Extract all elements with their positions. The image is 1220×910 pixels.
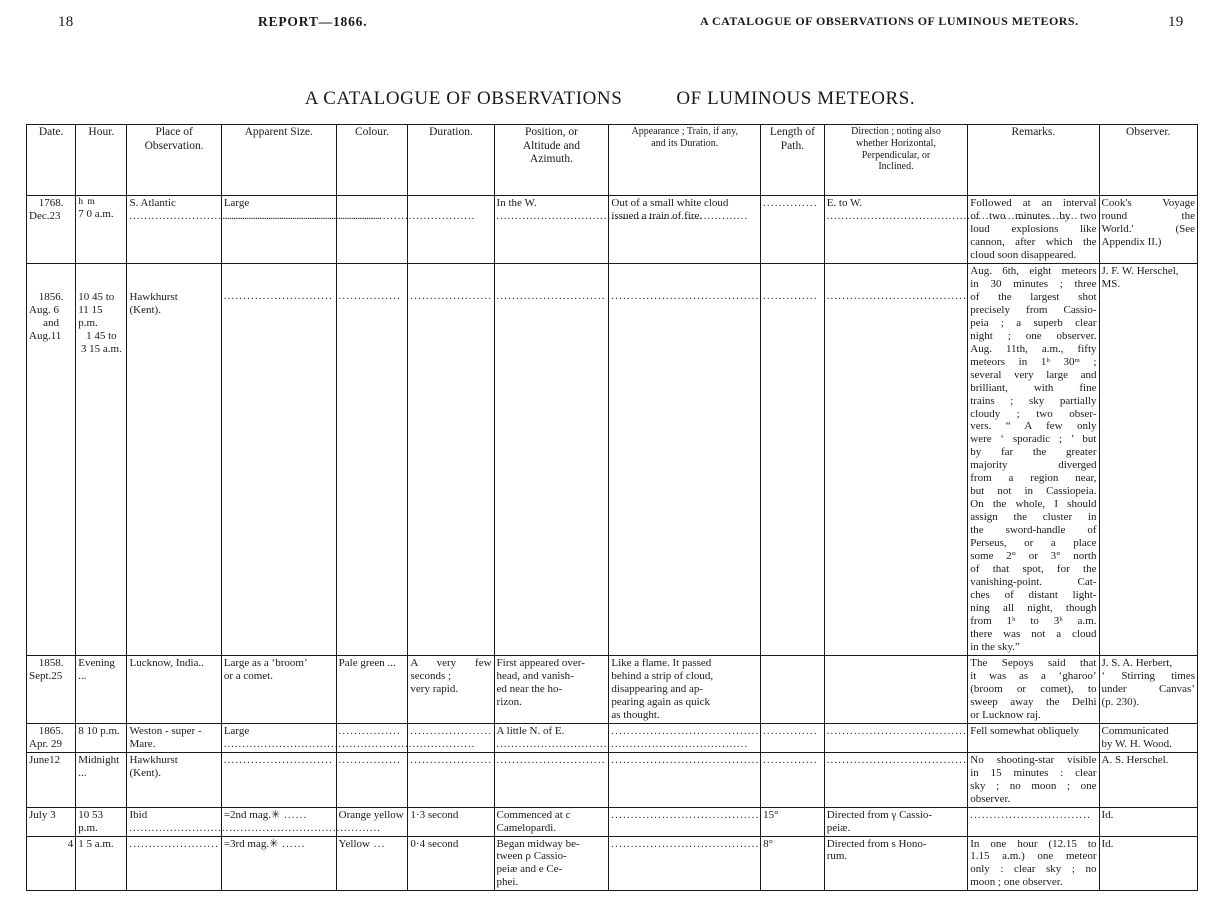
cell-remarks: Aug. 6th, eight meteors in 30 minutes ; three of the largest shot precisely from Cassio- peia ; a superb clear night ; one observer. Aug. 11th, a.m., fifty meteors in 1ʰ 30ᵐ ; several very large and brilliant, with fine trains ; sky partially cloudy ; two obser- vers. “ A few only were ‘ sporadic ; ’ but by far the greater majority diverged from a region near, but not in Cassiopeia. On the whole, I should assign the cluster in the sword-handle of Perseus, or a place some 2° or 3° north of that spot, for the vanishing-point. Cat- ches of distant light- ning all night, though from 1ʰ to 3ʰ a.m. there was not a cloud in the sky.” [968, 263, 1099, 655]
col-header-apparent-size: Apparent Size. [221, 125, 336, 196]
cell-apparent-size: Large ..... [221, 196, 336, 264]
table-header-row [27, 125, 1198, 196]
cell-place: Lucknow, India.. [127, 655, 221, 723]
cell-date: 1858. Sept.25 [27, 655, 76, 723]
cell-hour: 1 5 a.m. [76, 836, 127, 891]
cell-place: Hawkhurst (Kent). [127, 263, 221, 655]
col-header-direction: Direction ; noting also whether Horizontal, Perpendicular, or Inclined. [824, 125, 968, 196]
cell-direction: .................................... [824, 752, 968, 807]
cell-observer: J. F. W. Herschel, MS. [1099, 263, 1198, 655]
cell-position: A little N. of E. ..... [494, 723, 609, 752]
cell-position: ............................ [494, 263, 609, 655]
col-header-length-of-path: Length of Path. [761, 125, 825, 196]
col-header-place: Place of Observation. [127, 125, 221, 196]
cell-appearance: ...................................... [609, 807, 761, 836]
cell-apparent-size: Large ..... [221, 723, 336, 752]
cell-appearance: ...................................... [609, 723, 761, 752]
cell-position: First appeared over- head, and vanish- ed near the ho- rizon. [494, 655, 609, 723]
cell-observer: J. S. A. Herbert, ‘ Stirring times under Canvas’ (p. 230). [1099, 655, 1198, 723]
cell-colour: ................ [336, 263, 408, 655]
cell-position: Began midway be- tween ρ Cassio- peiæ and e Ce- phei. [494, 836, 609, 891]
cell-remarks: In one hour (12.15 to 1.15 a.m.) one meteor only : clear sky ; no moon ; one observer. [968, 836, 1099, 891]
cell-place: ....................... [127, 836, 221, 891]
cell-direction [824, 655, 968, 723]
cell-date: 1865. Apr. 29 [27, 723, 76, 752]
cell-colour: ................ [336, 723, 408, 752]
cell-date: 1856. Aug. 6 and Aug.11 [27, 263, 76, 655]
cell-observer: Id. [1099, 807, 1198, 836]
cell-position: Commenced at c Camelopardi. [494, 807, 609, 836]
cell-length: 15° [761, 807, 825, 836]
cell-date: July 3 [27, 807, 76, 836]
cell-duration: ..................... [408, 752, 494, 807]
cell-remarks: ............................... [968, 807, 1099, 836]
cell-apparent-size: ............................ [221, 263, 336, 655]
cell-appearance: ...................................... [609, 263, 761, 655]
col-header-colour: Colour. [336, 125, 408, 196]
table-row [27, 655, 1198, 723]
col-header-hour: Hour. [76, 125, 127, 196]
cell-remarks: No shooting-star visible in 15 minutes : clear sky ; no moon ; one observer. [968, 752, 1099, 807]
table-row [27, 263, 1198, 655]
cell-length: .............. [761, 196, 825, 264]
cell-position: ............................ [494, 752, 609, 807]
cell-direction: .................................... [824, 723, 968, 752]
cell-hour: h m 7 0 a.m. [76, 196, 127, 264]
cell-duration: 0·4 second [408, 836, 494, 891]
col-header-remarks: Remarks. [968, 125, 1099, 196]
table-row [27, 752, 1198, 807]
col-header-date: Date. [27, 125, 76, 196]
cell-length: .............. [761, 752, 825, 807]
running-head-left: REPORT—1866. [258, 14, 368, 29]
cell-length: 8° [761, 836, 825, 891]
cell-duration: ..................... [408, 723, 494, 752]
cell-length [761, 655, 825, 723]
cell-remarks: Fell somewhat obliquely [968, 723, 1099, 752]
cell-length: .............. [761, 723, 825, 752]
catalogue-table [26, 124, 1198, 891]
cell-place: Ibid ..... [127, 807, 221, 836]
cell-observer: Communicated by W. H. Wood. [1099, 723, 1198, 752]
cell-duration: A very few seconds ; very rapid. [408, 655, 494, 723]
cell-apparent-size: =3rd mag.✳ ...... [221, 836, 336, 891]
cell-place: Weston - super - Mare. [127, 723, 221, 752]
cell-duration [408, 196, 494, 264]
cell-hour: 10 53 p.m. [76, 807, 127, 836]
cell-appearance: ...................................... [609, 836, 761, 891]
cell-colour: Pale green ... [336, 655, 408, 723]
cell-length: .............. [761, 263, 825, 655]
cell-direction: Directed from γ Cassio- peiæ. [824, 807, 968, 836]
cell-colour: Yellow ... [336, 836, 408, 891]
cell-observer: Id. [1099, 836, 1198, 891]
page-title-left: A CATALOGUE OF OBSERVATIONS [304, 88, 623, 109]
cell-appearance: Out of a small white cloud issued a train of fire. [609, 196, 761, 264]
running-head-right: A CATALOGUE OF OBSERVATIONS OF LUMINOUS METEORS. [700, 14, 1079, 28]
cell-observer: A. S. Herschel. [1099, 752, 1198, 807]
cell-direction: Directed from s Hono- rum. [824, 836, 968, 891]
cell-remarks: The Sepoys said that it was as a ‘gharoo’ (broom or comet), to sweep away the Delhi or Lucknow raj. [968, 655, 1099, 723]
cell-hour: Midnight ... [76, 752, 127, 807]
table-row [27, 807, 1198, 836]
cell-hour: 8 10 p.m. [76, 723, 127, 752]
col-header-observer: Observer. [1099, 125, 1198, 196]
page-title-right: OF LUMINOUS METEORS. [676, 88, 916, 109]
cell-colour [336, 196, 408, 264]
cell-colour: ................ [336, 752, 408, 807]
col-header-appearance: Appearance ; Train, if any, and its Duration. [609, 125, 761, 196]
page-title [0, 88, 1220, 110]
cell-position: In the W. ..... [494, 196, 609, 264]
cell-apparent-size: ............................ [221, 752, 336, 807]
cell-date: 4 [27, 836, 76, 891]
cell-apparent-size: Large as a ‘broom’ or a comet. [221, 655, 336, 723]
folio-left: 18 [58, 14, 74, 30]
cell-direction: E. to W. ..... [824, 196, 968, 264]
table-row [27, 836, 1198, 891]
cell-date: June12 [27, 752, 76, 807]
cell-observer: Cook's Voyage round the World.' (See Appendix II.) [1099, 196, 1198, 264]
cell-duration: 1·3 second [408, 807, 494, 836]
folio-right: 19 [1168, 14, 1184, 30]
col-header-duration: Duration. [408, 125, 494, 196]
cell-hour: 10 45 to 11 15 p.m. 1 45 to 3 15 a.m. [76, 263, 127, 655]
cell-appearance: Like a flame. It passed behind a strip of cloud, disappearing and ap- pearing again as quick as thought. [609, 655, 761, 723]
cell-place: Hawkhurst (Kent). [127, 752, 221, 807]
cell-remarks: Followed at an interval of two minutes by two loud explosions like cannon, after which the cloud soon disappeared. [968, 196, 1099, 264]
cell-date: 1768. Dec.23 [27, 196, 76, 264]
cell-appearance: ...................................... [609, 752, 761, 807]
table-row [27, 723, 1198, 752]
cell-hour: Evening ... [76, 655, 127, 723]
cell-place: S. Atlantic ..... [127, 196, 221, 264]
table-row [27, 196, 1198, 264]
cell-direction: .................................... [824, 263, 968, 655]
col-header-position: Position, or Altitude and Azimuth. [494, 125, 609, 196]
cell-duration: ..................... [408, 263, 494, 655]
cell-apparent-size: =2nd mag.✳ ...... [221, 807, 336, 836]
cell-colour: Orange yellow [336, 807, 408, 836]
